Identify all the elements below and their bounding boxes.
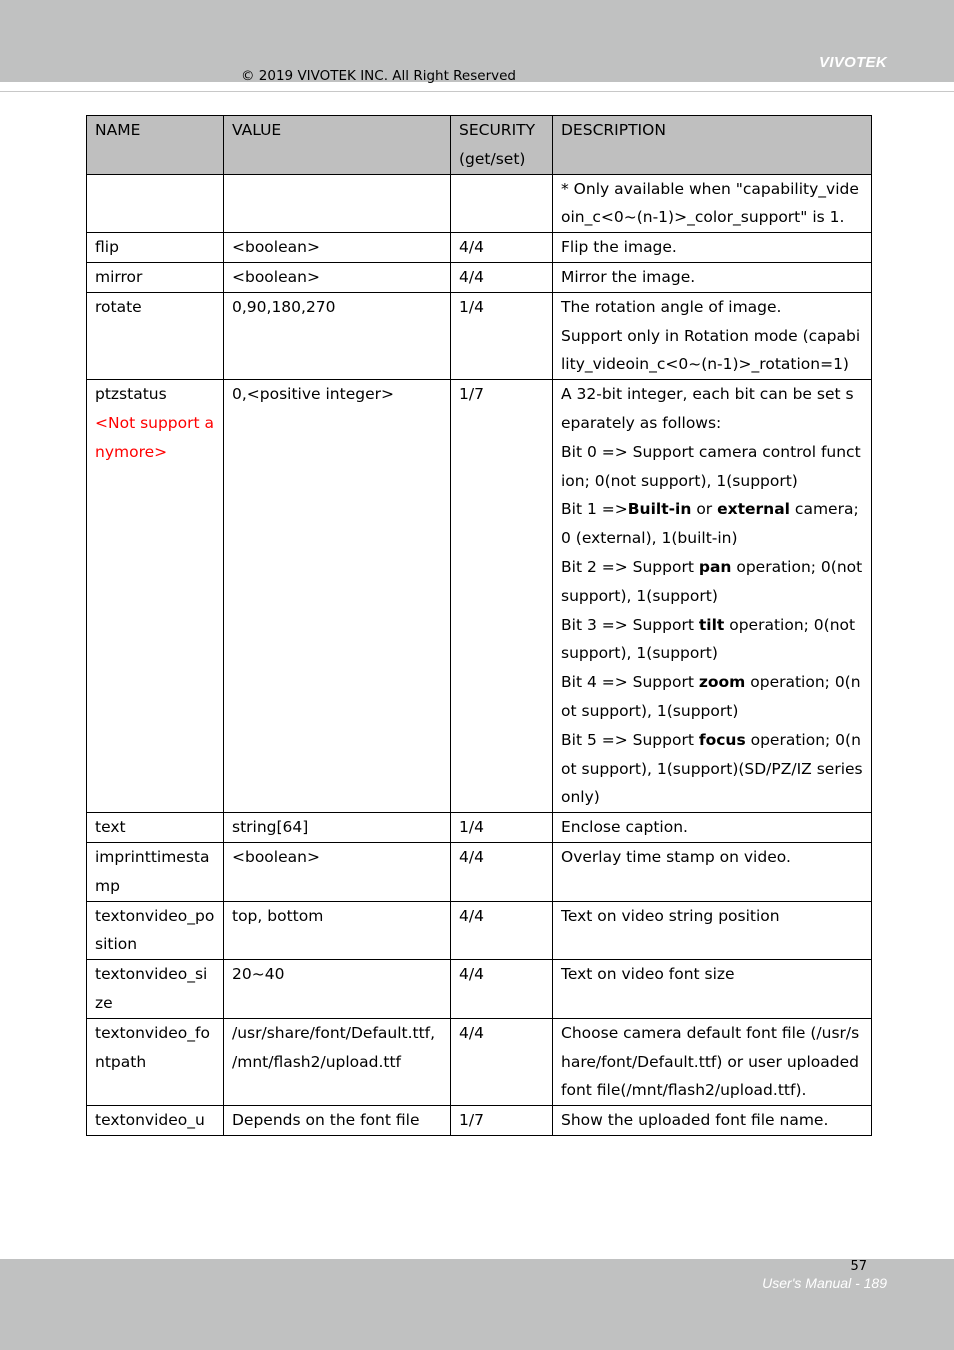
cell-value (224, 174, 451, 233)
cell-security: 4/4 (451, 842, 553, 901)
table-row (87, 960, 872, 1019)
cell-description (553, 842, 872, 901)
cell-security (451, 174, 553, 233)
cell-description (553, 174, 872, 233)
description-line: A 32-bit integer, each bit can be set separately as follows: (561, 385, 854, 432)
table-row (87, 262, 872, 292)
description-line: Text on video font size (561, 965, 735, 984)
cell-name (87, 842, 224, 901)
cell-security: 4/4 (451, 1018, 553, 1105)
cell-description (553, 380, 872, 813)
parameter-name: textonvideo_fontpath (95, 1023, 210, 1071)
parameter-name: imprinttimestamp (95, 847, 210, 895)
cell-security: 4/4 (451, 960, 553, 1019)
cell-value: 0,<positive integer> (224, 380, 451, 813)
table-row (87, 174, 872, 233)
cell-name (87, 292, 224, 379)
cell-value: <boolean> (224, 262, 451, 292)
emphasis: tilt (698, 615, 725, 634)
parameter-name: textonvideo_u (95, 1111, 205, 1130)
cell-description (553, 813, 872, 843)
cell-security: 4/4 (451, 901, 553, 960)
description-line: Mirror the image. (561, 267, 696, 286)
parameter-name: ptzstatus (95, 385, 167, 404)
table-header-row (87, 116, 872, 175)
parameter-name: flip (95, 238, 119, 257)
deprecation-note: <Not support anymore> (95, 413, 215, 461)
description-line: Text on video string position (561, 906, 780, 925)
description-line: The rotation angle of image. (561, 297, 782, 316)
parameter-name: textonvideo_size (95, 965, 208, 1012)
cell-name (87, 1018, 224, 1105)
cell-description (553, 292, 872, 379)
description-line: Enclose caption. (561, 818, 688, 837)
column-header-name: NAME (87, 116, 224, 175)
parameter-name: mirror (95, 267, 143, 286)
cell-value: string[64] (224, 813, 451, 843)
cell-security: 1/4 (451, 813, 553, 843)
table-row (87, 380, 872, 813)
table-row (87, 1106, 872, 1136)
cell-name (87, 813, 224, 843)
description-line: Bit 1 =>Built-in or external camera; 0 (external), 1(built-in) (561, 500, 859, 548)
cell-name (87, 960, 224, 1019)
cell-description (553, 960, 872, 1019)
emphasis: pan (698, 557, 732, 576)
parameter-name: text (95, 818, 126, 837)
column-header-value: VALUE (224, 116, 451, 175)
table-row (87, 292, 872, 379)
cell-value: <boolean> (224, 233, 451, 263)
cell-value: <boolean> (224, 842, 451, 901)
emphasis: external (717, 500, 790, 519)
cell-description (553, 1018, 872, 1105)
cell-value: /usr/share/font/Default.ttf, /mnt/flash2/upload.ttf (224, 1018, 451, 1105)
brand-logo: VIVOTEK (819, 54, 887, 71)
description-line: Choose camera default font file (/usr/share/font/Default.ttf) or user uploaded font file(/mnt/flash2/upload.ttf). (561, 1023, 860, 1100)
column-header-description: DESCRIPTION (553, 116, 872, 175)
column-header-security: SECURITY(get/set) (451, 116, 553, 175)
emphasis: zoom (698, 673, 746, 692)
parameter-table (86, 115, 872, 1136)
cell-security: 1/7 (451, 380, 553, 813)
table-row (87, 901, 872, 960)
description-line: Bit 3 => Support tilt operation; 0(not support), 1(support) (561, 615, 856, 663)
cell-description (553, 262, 872, 292)
table-row (87, 1018, 872, 1105)
cell-name (87, 1106, 224, 1136)
description-line: Flip the image. (561, 238, 677, 257)
table-row (87, 813, 872, 843)
description-line: Support only in Rotation mode (capability_videoin_c<0~(n-1)>_rotation=1) (561, 326, 861, 374)
cell-value: 0,90,180,270 (224, 292, 451, 379)
cell-name (87, 174, 224, 233)
cell-description (553, 1106, 872, 1136)
description-line: Bit 5 => Support focus operation; 0(not support), 1(support)(SD/PZ/IZ series only) (561, 730, 863, 807)
cell-name (87, 233, 224, 263)
cell-name (87, 380, 224, 813)
page-number: 57 (850, 1259, 867, 1274)
copyright-notice: © 2019 VIVOTEK INC. All Right Reserved (241, 68, 516, 84)
emphasis: Built-in (627, 500, 692, 519)
cell-security: 4/4 (451, 262, 553, 292)
cell-value: Depends on the font file (224, 1106, 451, 1136)
description-line: * Only available when "capability_videoin_c<0~(n-1)>_color_support" is 1. (561, 179, 859, 227)
table-row (87, 842, 872, 901)
parameter-name: rotate (95, 297, 142, 316)
cell-value: top, bottom (224, 901, 451, 960)
cell-name (87, 262, 224, 292)
description-line: Overlay time stamp on video. (561, 847, 791, 866)
cell-description (553, 233, 872, 263)
description-line: Bit 4 => Support zoom operation; 0(not support), 1(support) (561, 673, 861, 720)
description-line: Bit 2 => Support pan operation; 0(not support), 1(support) (561, 557, 863, 605)
header-divider (0, 91, 954, 92)
description-line: Bit 0 => Support camera control function; 0(not support), 1(support) (561, 442, 861, 490)
parameter-name: textonvideo_position (95, 906, 215, 954)
cell-value: 20~40 (224, 960, 451, 1019)
footer-band (0, 1259, 954, 1350)
cell-security: 4/4 (451, 233, 553, 263)
table-body (87, 174, 872, 1135)
emphasis: focus (698, 730, 746, 749)
manual-page-label: User's Manual - 189 (762, 1275, 887, 1291)
cell-name (87, 901, 224, 960)
cell-description (553, 901, 872, 960)
description-line: Show the uploaded font file name. (561, 1111, 829, 1130)
cell-security: 1/4 (451, 292, 553, 379)
table-row (87, 233, 872, 263)
cell-security: 1/7 (451, 1106, 553, 1136)
